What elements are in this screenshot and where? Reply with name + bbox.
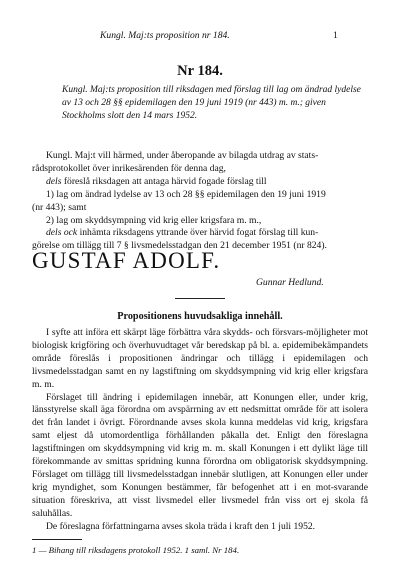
footnote-divider: [32, 539, 82, 540]
intro-line-4-text: inhämta riksdagens yttrande över härvid fogat förslag till kun-: [77, 227, 319, 239]
intro-line-2: rådsprotokollet över inrikesärenden för denna dag,: [32, 162, 226, 174]
summary-paragraph-1: I syfte att införa ett skärpt läge förbättra våra skydds- och försvars-möjligheter mot biologisk krigföring och överhuvudtaget vår beredskap på bl. a. epidemibekämpandets område föreslås i propositionen ändringar och tillägg i epidemilagen och livsmedelsstadgan samt en ny lagstiftning om skyddsympning vid krig eller krigsfara m. m.: [32, 327, 368, 390]
list-item-2: 2) lag om skyddsympning vid krig eller krigsfara m. m.,: [46, 214, 262, 226]
minister-signature: Gunnar Hedlund.: [256, 277, 324, 288]
intro-line-4: [32, 227, 368, 240]
intro-line-3-text: föreslå riksdagen att antaga härvid fogade förslag till: [61, 175, 267, 187]
running-header: Kungl. Maj:ts proposition nr 184.: [100, 30, 230, 41]
intro-line-5: görelse om tillägg till 7 § livsmedelsstadgan den 21 december 1951 (nr 824).: [32, 240, 327, 252]
section-divider: [175, 298, 225, 299]
proposition-number: Nr 184.: [177, 63, 223, 79]
page-number: 1: [333, 30, 338, 41]
summary-paragraph-3: De föreslagna författningarna avses skola träda i kraft den 1 juli 1952.: [46, 520, 316, 532]
summary-paragraph-2: Förslaget till ändring i epidemilagen innebär, att Konungen eller, under krig, länsstyrelse skall äga förordna om avspärrning av ett nedsmittat område för att isolera det från landet i övrigt. Förordnande avses skola kunna meddelas vid krig, krigsfara samt eljest då utomordentliga förhållanden påkalla det. Enligt den föreslagna lagstiftningen om skyddsympning vid krig m. m. skall Konungen i ett dylikt läge till förekommande av smittas spridning kunna förordna om obligatorisk skyddsympning. Förslaget om tillägg till livsmedelsstadgan innebär slutligen, att Konungen eller under krig myndighet, som Konungen bestämmer, får befogenhet att i en mot-svarande situation föreskriva, att visst livsmedel eller livsmedel från viss ort ej skola få saluhållas.: [32, 391, 368, 519]
footnote: 1 — Bihang till riksdagens protokoll 1952. 1 saml. Nr 184.: [32, 545, 240, 555]
list-item-1: 1) lag om ändrad lydelse av 13 och 28 §§ epidemilagen den 19 juni 1919: [46, 188, 326, 200]
dels-word: dels: [46, 175, 62, 187]
proposition-subject: Kungl. Maj:ts proposition till riksdagen med förslag till lag om ändrad lydelse av 13 och 28 §§ epidemilagen den 19 juni 1919 (nr 443) m. m.; given Stockholms slott den 14 mars 1952.: [62, 85, 361, 122]
intro-block: [32, 150, 368, 253]
intro-line-1: Kungl. Maj:t vill härmed, under åberopande av bilagda utdrag av stats-: [46, 150, 319, 161]
section-heading: Propositionens huvudsakliga innehåll.: [117, 311, 283, 322]
list-item-1-cont: (nr 443); samt: [32, 201, 87, 213]
summary-block: [32, 327, 368, 534]
dels-ock-word: dels ock: [46, 227, 78, 239]
royal-signature: GUSTAF ADOLF.: [32, 248, 221, 273]
intro-line-3: [32, 176, 368, 189]
